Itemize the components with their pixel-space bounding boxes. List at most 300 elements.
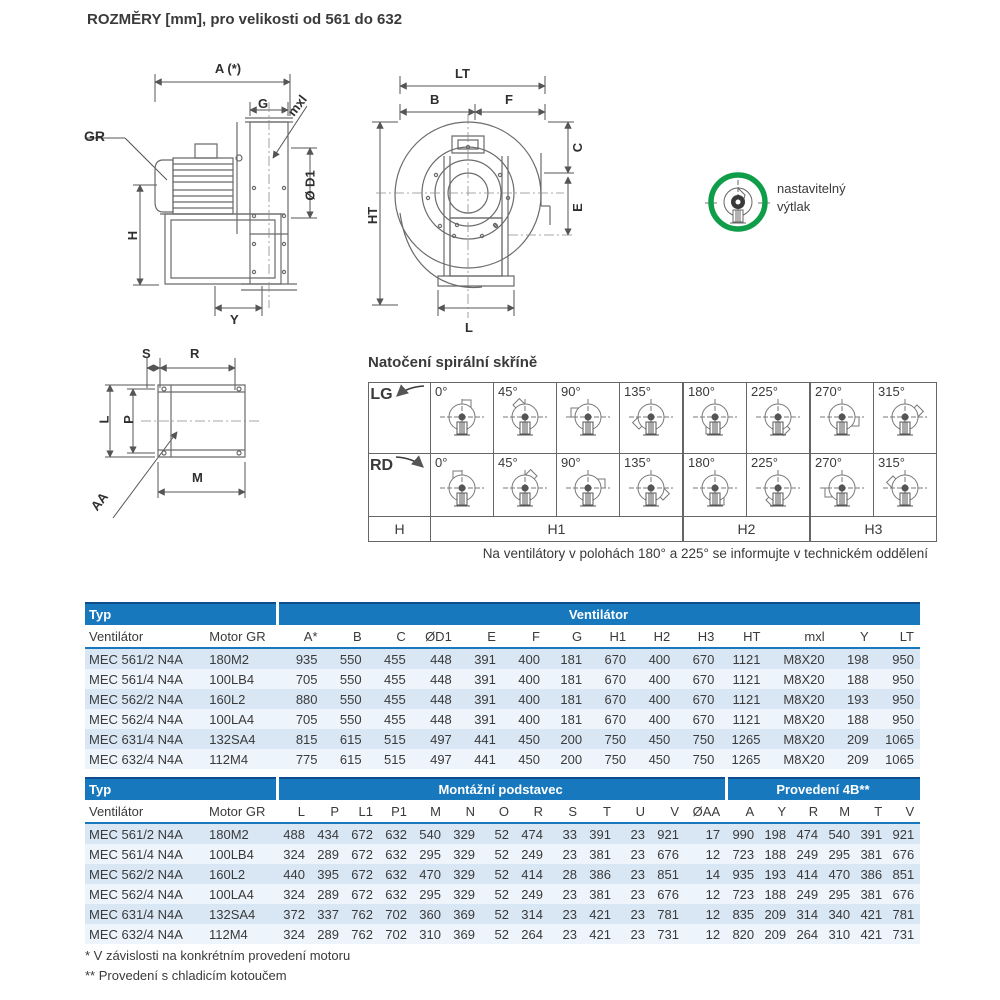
- table-row: [85, 709, 920, 729]
- cell-value: 762: [351, 926, 373, 942]
- table2-header-group2: Provedení 4B**: [726, 778, 920, 800]
- cell-value: 12: [705, 906, 721, 922]
- cell-value: 672: [351, 866, 373, 882]
- cell-value: 474: [796, 826, 819, 842]
- cell-motor: 132SA4: [209, 906, 256, 922]
- cell-fan-type: MEC 562/2 N4A: [89, 866, 183, 882]
- table-row: [85, 884, 920, 904]
- lg-rotation-arrow-icon: [393, 383, 429, 399]
- cell-value: 615: [339, 731, 362, 747]
- cell-value: M8X20: [783, 711, 825, 727]
- cell-value: 540: [828, 826, 851, 842]
- column-header: M: [824, 800, 856, 823]
- cell-value: M8X20: [783, 751, 825, 767]
- cell-value: 295: [828, 846, 851, 862]
- rotation-angle-cell: [620, 383, 684, 454]
- rotation-hand-cell: [369, 454, 431, 517]
- cell-value: 550: [339, 691, 362, 707]
- cell-value: 381: [860, 886, 883, 902]
- cell-value: 421: [860, 906, 883, 922]
- cell-value: M8X20: [783, 691, 825, 707]
- cell-value: 249: [521, 846, 543, 862]
- rotation-angle-cell: [431, 454, 494, 517]
- dim-label-p: P: [120, 415, 136, 424]
- cell-value: 488: [283, 826, 305, 842]
- cell-value: 200: [560, 731, 583, 747]
- cell-value: 670: [692, 671, 715, 687]
- cell-value: 851: [892, 866, 915, 882]
- dim-label-ht: HT: [365, 206, 381, 225]
- table2-header-typ: Typ: [85, 778, 277, 800]
- angle-label: 315°: [878, 384, 905, 399]
- cell-value: 324: [283, 846, 305, 862]
- fan-position-icon: [817, 397, 867, 439]
- cell-value: 289: [317, 926, 339, 942]
- cell-value: 632: [385, 846, 407, 862]
- cell-value: 550: [339, 711, 362, 727]
- cell-value: 188: [846, 671, 869, 687]
- cell-value: 815: [295, 731, 318, 747]
- column-header: L: [277, 800, 311, 823]
- cell-value: 395: [317, 866, 339, 882]
- column-header: R: [515, 800, 549, 823]
- cell-value: 921: [892, 826, 915, 842]
- cell-value: 249: [796, 886, 819, 902]
- column-header: M: [413, 800, 447, 823]
- cell-value: 400: [518, 671, 540, 687]
- column-header: L1: [345, 800, 379, 823]
- cell-value: 670: [692, 651, 715, 667]
- cell-value: 450: [648, 751, 671, 767]
- rotation-angle-cell: [683, 383, 747, 454]
- column-header: LT: [875, 625, 920, 648]
- cell-motor: 160L2: [209, 866, 246, 882]
- cell-value: 181: [560, 711, 583, 727]
- cell-value: 632: [385, 866, 407, 882]
- dim-label-s: S: [142, 346, 151, 361]
- cell-value: 400: [518, 691, 540, 707]
- cell-value: 705: [295, 671, 318, 687]
- badge-label-line1: nastavitelný: [777, 181, 846, 196]
- cell-value: 23: [630, 886, 645, 902]
- cell-motor: 180M2: [209, 651, 250, 667]
- column-header: T: [856, 800, 888, 823]
- cell-value: 381: [860, 846, 883, 862]
- cell-value: 921: [657, 826, 679, 842]
- table-row: [85, 864, 920, 884]
- cell-fan-type: MEC 631/4 N4A: [89, 731, 183, 747]
- cell-value: 249: [796, 846, 819, 862]
- column-header: F: [502, 625, 546, 648]
- cell-value: 880: [295, 691, 318, 707]
- cell-value: 28: [562, 866, 577, 882]
- cell-value: 52: [494, 846, 509, 862]
- dim-label-b: B: [430, 92, 440, 107]
- cell-value: 400: [648, 691, 671, 707]
- cell-value: 314: [521, 906, 543, 922]
- cell-value: 324: [283, 886, 305, 902]
- cell-value: 414: [796, 866, 819, 882]
- cell-value: 851: [657, 866, 679, 882]
- cell-value: 200: [560, 751, 583, 767]
- rotation-angle-cell: [874, 454, 937, 517]
- cell-value: 470: [419, 866, 441, 882]
- fan-position-icon: [500, 397, 550, 439]
- column-header: N: [447, 800, 481, 823]
- cell-value: 632: [385, 886, 407, 902]
- cell-fan-type: MEC 561/4 N4A: [89, 671, 183, 687]
- dim-label-c: C: [570, 142, 586, 153]
- cell-value: 670: [692, 711, 715, 727]
- cell-value: 1121: [732, 711, 761, 727]
- cell-value: 52: [494, 906, 509, 922]
- cell-value: 540: [419, 826, 441, 842]
- cell-motor: 112M4: [209, 751, 249, 767]
- column-header: ØAA: [685, 800, 726, 823]
- column-header: C: [368, 625, 412, 648]
- cell-value: 23: [630, 906, 645, 922]
- cell-value: 400: [648, 711, 671, 727]
- cell-value: 181: [560, 651, 583, 667]
- cell-value: 264: [796, 926, 819, 942]
- rotation-title: Natočení spirální skříně: [368, 354, 538, 371]
- footnote-1: * V závislosti na konkrétním provedení motoru: [85, 948, 351, 963]
- front-view-drawing: [358, 58, 633, 353]
- angle-label: 0°: [435, 455, 448, 470]
- rotation-angle-cell: [557, 383, 620, 454]
- cell-value: 289: [317, 886, 339, 902]
- cell-value: 434: [317, 826, 339, 842]
- cell-value: 1265: [731, 731, 761, 747]
- column-header: E: [458, 625, 502, 648]
- cell-value: 762: [351, 906, 373, 922]
- cell-fan-type: MEC 561/4 N4A: [89, 846, 183, 862]
- cell-value: 324: [283, 926, 305, 942]
- cell-value: 781: [657, 906, 679, 922]
- cell-value: 209: [846, 731, 869, 747]
- column-header: V: [651, 800, 685, 823]
- cell-value: 310: [419, 926, 441, 942]
- cell-value: 615: [339, 751, 362, 767]
- rotation-angle-cell: [431, 383, 494, 454]
- cell-value: 360: [419, 906, 441, 922]
- cell-value: 391: [474, 671, 496, 687]
- hand-label: LG: [370, 386, 393, 403]
- cell-value: 441: [474, 751, 496, 767]
- cell-value: 497: [430, 751, 452, 767]
- cell-value: 181: [560, 691, 583, 707]
- rotation-angle-cell: [494, 383, 557, 454]
- dimensions-table-base: [85, 777, 920, 944]
- cell-value: 23: [562, 846, 577, 862]
- cell-motor: 132SA4: [209, 731, 256, 747]
- cell-value: 1065: [885, 751, 914, 767]
- cell-value: 52: [494, 886, 509, 902]
- cell-value: 1121: [732, 691, 761, 707]
- cell-value: 448: [430, 671, 452, 687]
- cell-value: 400: [648, 651, 671, 667]
- cell-value: 23: [562, 906, 577, 922]
- cell-value: 723: [732, 846, 755, 862]
- cell-value: 391: [474, 711, 496, 727]
- rotation-angle-cell: [874, 383, 937, 454]
- angle-label: 225°: [751, 384, 778, 399]
- cell-value: 781: [892, 906, 915, 922]
- column-header: H3: [676, 625, 720, 648]
- column-header: B: [324, 625, 368, 648]
- column-header: R: [792, 800, 824, 823]
- column-header-name: Ventilátor: [85, 625, 205, 648]
- cell-value: 314: [796, 906, 819, 922]
- cell-value: 386: [589, 866, 611, 882]
- base-view-drawing: [85, 332, 315, 547]
- cell-value: 950: [892, 651, 914, 667]
- cell-value: 950: [892, 691, 914, 707]
- cell-value: 181: [560, 671, 583, 687]
- fan-position-icon: [626, 397, 676, 439]
- rotation-angle-cell: [683, 454, 747, 517]
- cell-value: 676: [892, 886, 915, 902]
- dim-label-gr: GR: [84, 128, 105, 144]
- cell-value: 1121: [732, 671, 761, 687]
- rotation-note: Na ventilátory v polohách 180° a 225° se informujte v technickém oddělení: [482, 546, 928, 561]
- cell-value: 23: [562, 926, 577, 942]
- cell-value: 329: [453, 826, 475, 842]
- cell-value: 455: [384, 671, 406, 687]
- dim-label-f: F: [505, 92, 513, 107]
- cell-value: 209: [846, 751, 869, 767]
- cell-value: 935: [732, 866, 755, 882]
- cell-value: 188: [764, 846, 787, 862]
- cell-value: 12: [705, 846, 721, 862]
- cell-value: 295: [419, 846, 441, 862]
- rotation-angle-cell: [810, 383, 874, 454]
- cell-value: 990: [732, 826, 755, 842]
- cell-value: M8X20: [783, 731, 825, 747]
- cell-value: 731: [892, 926, 915, 942]
- cell-value: M8X20: [783, 671, 825, 687]
- cell-value: 391: [474, 691, 496, 707]
- cell-value: 23: [630, 866, 645, 882]
- table1-header-typ: Typ: [85, 603, 277, 625]
- rd-rotation-arrow-icon: [393, 454, 429, 470]
- cell-value: 329: [453, 846, 475, 862]
- cell-value: 950: [892, 711, 914, 727]
- cell-motor: 180M2: [209, 826, 249, 842]
- cell-value: 820: [732, 926, 755, 942]
- cell-value: 702: [385, 926, 407, 942]
- cell-fan-type: MEC 562/4 N4A: [89, 711, 183, 727]
- cell-fan-type: MEC 631/4 N4A: [89, 906, 183, 922]
- cell-value: 369: [453, 926, 475, 942]
- angle-label: 135°: [624, 384, 651, 399]
- cell-value: 750: [692, 731, 715, 747]
- dim-label-h: H: [125, 230, 141, 241]
- angle-label: 45°: [498, 384, 518, 399]
- column-header: G: [546, 625, 588, 648]
- cell-value: 337: [317, 906, 339, 922]
- column-header: Y: [831, 625, 875, 648]
- fan-position-icon: [880, 397, 930, 439]
- fan-position-icon: [437, 397, 487, 439]
- cell-value: 935: [295, 651, 318, 667]
- adjustable-outlet-icon: [702, 166, 774, 238]
- rotation-footer-row: [369, 517, 937, 542]
- cell-value: 198: [764, 826, 787, 842]
- column-header: mxl: [766, 625, 830, 648]
- cell-value: 1265: [731, 751, 761, 767]
- cell-value: 448: [430, 691, 452, 707]
- cell-value: 1065: [885, 731, 914, 747]
- angle-label: 180°: [688, 455, 715, 470]
- cell-value: 23: [562, 886, 577, 902]
- cell-value: 750: [604, 751, 627, 767]
- table-row: [85, 729, 920, 749]
- column-header: H2: [632, 625, 676, 648]
- cell-value: 23: [630, 926, 645, 942]
- cell-motor: 100LB4: [209, 671, 255, 687]
- fan-position-icon: [563, 468, 613, 510]
- cell-value: 550: [339, 651, 362, 667]
- cell-motor: 160L2: [209, 691, 246, 707]
- cell-value: 289: [317, 846, 339, 862]
- cell-value: 676: [657, 846, 679, 862]
- cell-value: 188: [764, 886, 787, 902]
- cell-value: 670: [604, 651, 627, 667]
- fan-position-icon: [753, 397, 803, 439]
- angle-label: 225°: [751, 455, 778, 470]
- cell-motor: 100LB4: [209, 846, 254, 862]
- cell-value: 295: [419, 886, 441, 902]
- cell-value: 188: [846, 711, 869, 727]
- cell-motor: 112M4: [209, 926, 248, 942]
- cell-value: 455: [384, 711, 406, 727]
- page-title: ROZMĚRY [mm], pro velikosti od 561 do 632: [87, 11, 403, 28]
- fan-position-icon: [626, 468, 676, 510]
- fan-position-icon: [500, 468, 550, 510]
- cell-fan-type: MEC 561/2 N4A: [89, 826, 183, 842]
- cell-value: 198: [846, 651, 869, 667]
- cell-value: 391: [860, 826, 883, 842]
- column-header-motor: Motor GR: [205, 800, 277, 823]
- rotation-table: [368, 382, 937, 542]
- cell-value: 391: [589, 826, 611, 842]
- cell-value: 440: [283, 866, 305, 882]
- cell-value: 672: [351, 826, 373, 842]
- table-row: [85, 904, 920, 924]
- angle-label: 135°: [624, 455, 651, 470]
- cell-value: 249: [521, 886, 543, 902]
- dim-label-mxl: mxl: [284, 92, 311, 119]
- cell-value: 670: [604, 691, 627, 707]
- cell-value: 33: [562, 826, 577, 842]
- fan-position-icon: [563, 397, 613, 439]
- cell-value: 450: [648, 731, 671, 747]
- cell-value: 209: [764, 926, 787, 942]
- angle-label: 0°: [435, 384, 448, 399]
- rotation-hand-cell: [369, 383, 431, 454]
- table-row: [85, 924, 920, 944]
- column-header: T: [583, 800, 617, 823]
- table-row: [85, 844, 920, 864]
- rotation-angle-cell: [747, 383, 811, 454]
- cell-value: 209: [764, 906, 787, 922]
- hand-label: RD: [369, 457, 394, 474]
- angle-label: 270°: [815, 455, 842, 470]
- angle-label: 315°: [878, 455, 905, 470]
- cell-value: 515: [384, 731, 406, 747]
- column-header: A*: [277, 625, 323, 648]
- cell-value: 775: [295, 751, 318, 767]
- cell-value: 193: [764, 866, 787, 882]
- cell-value: 414: [521, 866, 543, 882]
- cell-value: 676: [657, 886, 679, 902]
- rotation-angle-cell: [810, 454, 874, 517]
- fan-position-icon: [753, 468, 803, 510]
- dim-label-lt: LT: [455, 66, 470, 81]
- cell-fan-type: MEC 561/2 N4A: [89, 651, 183, 667]
- cell-value: 515: [384, 751, 406, 767]
- column-header: P1: [379, 800, 413, 823]
- dim-label-y: Y: [230, 312, 239, 327]
- cell-value: 310: [828, 926, 851, 942]
- fan-position-icon: [690, 468, 740, 510]
- column-header: HT: [720, 625, 766, 648]
- cell-value: 670: [604, 711, 627, 727]
- dim-label-r: R: [190, 346, 200, 361]
- dim-label-l2: L: [465, 320, 473, 335]
- cell-value: 23: [630, 846, 645, 862]
- cell-value: 391: [474, 651, 496, 667]
- cell-value: 731: [657, 926, 679, 942]
- dim-label-l: L: [96, 415, 112, 424]
- column-header: Y: [760, 800, 792, 823]
- rotation-footer-cell: H3: [810, 517, 937, 542]
- cell-value: 400: [648, 671, 671, 687]
- cell-value: 470: [828, 866, 851, 882]
- cell-value: 52: [494, 826, 509, 842]
- column-header: ØD1: [412, 625, 458, 648]
- cell-value: 400: [518, 651, 540, 667]
- cell-value: 372: [283, 906, 305, 922]
- table-row: [85, 648, 920, 669]
- cell-value: 421: [860, 926, 883, 942]
- cell-value: 421: [589, 906, 611, 922]
- dim-label-g: G: [258, 96, 269, 111]
- column-header: V: [888, 800, 920, 823]
- cell-value: 17: [705, 826, 721, 842]
- dimensions-table-ventilator: [85, 602, 920, 769]
- dim-label-m: M: [192, 470, 203, 485]
- cell-value: 702: [385, 906, 407, 922]
- table1-header-group: Ventilátor: [277, 603, 920, 625]
- cell-value: 381: [589, 886, 611, 902]
- cell-value: 676: [892, 846, 915, 862]
- cell-value: 12: [705, 886, 721, 902]
- rotation-angle-cell: [494, 454, 557, 517]
- rotation-angle-cell: [620, 454, 684, 517]
- column-header: S: [549, 800, 583, 823]
- column-header: H1: [588, 625, 632, 648]
- dim-label-e: E: [569, 203, 585, 212]
- table2-header-group1: Montážní podstavec: [277, 778, 726, 800]
- cell-value: 329: [453, 886, 475, 902]
- cell-value: 632: [385, 826, 407, 842]
- cell-value: 723: [732, 886, 755, 902]
- cell-value: 369: [453, 906, 475, 922]
- angle-label: 270°: [815, 384, 842, 399]
- angle-label: 180°: [688, 384, 715, 399]
